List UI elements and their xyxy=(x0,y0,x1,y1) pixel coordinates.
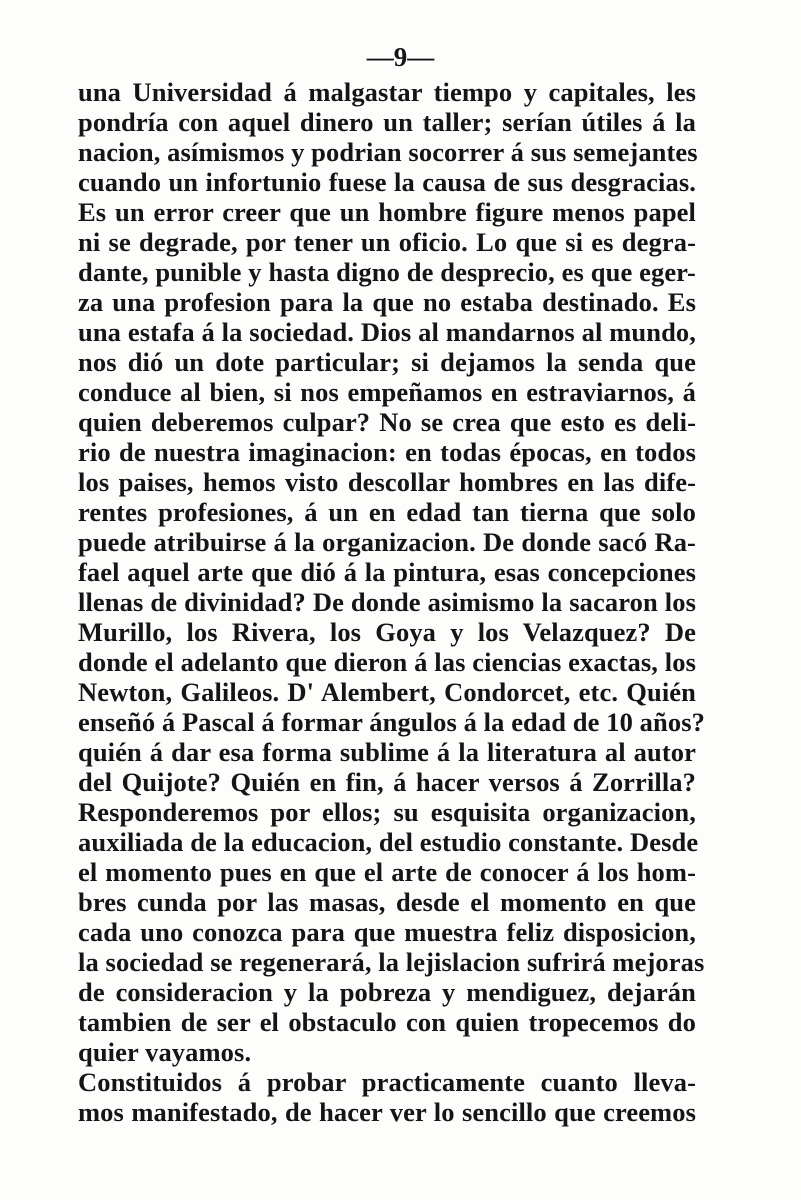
text-line: donde el adelanto que dieron á las ciencias exactas, los xyxy=(78,647,696,677)
text-line: nos dió un dote particular; si dejamos la senda que xyxy=(78,347,696,377)
text-line: bres cunda por las masas, desde el momento en que xyxy=(78,887,696,917)
text-line: llenas de divinidad? De donde asimismo la sacaron los xyxy=(78,587,696,617)
text-line: auxiliada de la educacion, del estudio constante. Desde xyxy=(78,827,699,857)
text-line: fael aquel arte que dió á la pintura, esas concepciones xyxy=(78,557,696,587)
text-line: dante, punible y hasta digno de desprecio, es que eger- xyxy=(78,257,696,287)
text-line: una Universidad á malgastar tiempo y capitales, les xyxy=(78,77,696,107)
text-line: del Quijote? Quién en fin, á hacer versos á Zorrilla? xyxy=(78,767,696,797)
text-line: quier vayamos. xyxy=(78,1037,252,1067)
text-line: Murillo, los Rivera, los Goya y los Velazquez? De xyxy=(78,617,696,647)
text-line: cada uno conozca para que muestra feliz disposicion, xyxy=(78,917,696,947)
page-number: —9— xyxy=(366,42,435,72)
text-line: de consideracion y la pobreza y mendiguez, dejarán xyxy=(78,977,696,1007)
text-line: la sociedad se regenerará, la lejislacion sufrirá mejoras xyxy=(78,947,705,977)
text-line: Newton, Galileos. D' Alembert, Condorcet, etc. Quién xyxy=(78,677,696,707)
body-text xyxy=(78,77,705,1127)
text-line: ni se degrade, por tener un oficio. Lo que si es degra- xyxy=(78,227,696,257)
text-line: za una profesion para la que no estaba destinado. Es xyxy=(78,287,696,317)
text-line: cuando un infortunio fuese la causa de sus desgracias. xyxy=(78,167,696,197)
text-line: enseñó á Pascal á formar ángulos á la edad de 10 años? xyxy=(78,707,705,737)
text-line: tambien de ser el obstaculo con quien tropecemos do xyxy=(78,1007,696,1037)
text-line: conduce al bien, si nos empeñamos en estraviarnos, á xyxy=(78,377,696,407)
text-line: quien deberemos culpar? No se crea que esto es deli- xyxy=(78,407,696,437)
text-line: Responderemos por ellos; su esquisita organizacion, xyxy=(78,797,696,827)
text-line: Es un error creer que un hombre figure menos papel xyxy=(78,197,696,227)
text-line: puede atribuirse á la organizacion. De donde sacó Ra- xyxy=(78,527,696,557)
text-line: el momento pues en que el arte de conocer á los hom- xyxy=(78,857,696,887)
text-line: quién á dar esa forma sublime á la literatura al autor xyxy=(78,737,696,767)
text-line: Constituidos á probar practicamente cuanto lleva- xyxy=(78,1067,696,1097)
text-line: rentes profesiones, á un en edad tan tierna que solo xyxy=(78,497,696,527)
text-line: rio de nuestra imaginacion: en todas épocas, en todos xyxy=(78,437,696,467)
text-line: nacion, asímismos y podrian socorrer á sus semejantes xyxy=(78,137,698,167)
text-line: una estafa á la sociedad. Dios al mandarnos al mundo, xyxy=(78,317,696,347)
text-line: mos manifestado, de hacer ver lo sencillo que creemos xyxy=(78,1097,696,1127)
text-line: los paises, hemos visto descollar hombres en las dife- xyxy=(78,467,696,497)
text-line: pondría con aquel dinero un taller; serían útiles á la xyxy=(78,107,696,137)
